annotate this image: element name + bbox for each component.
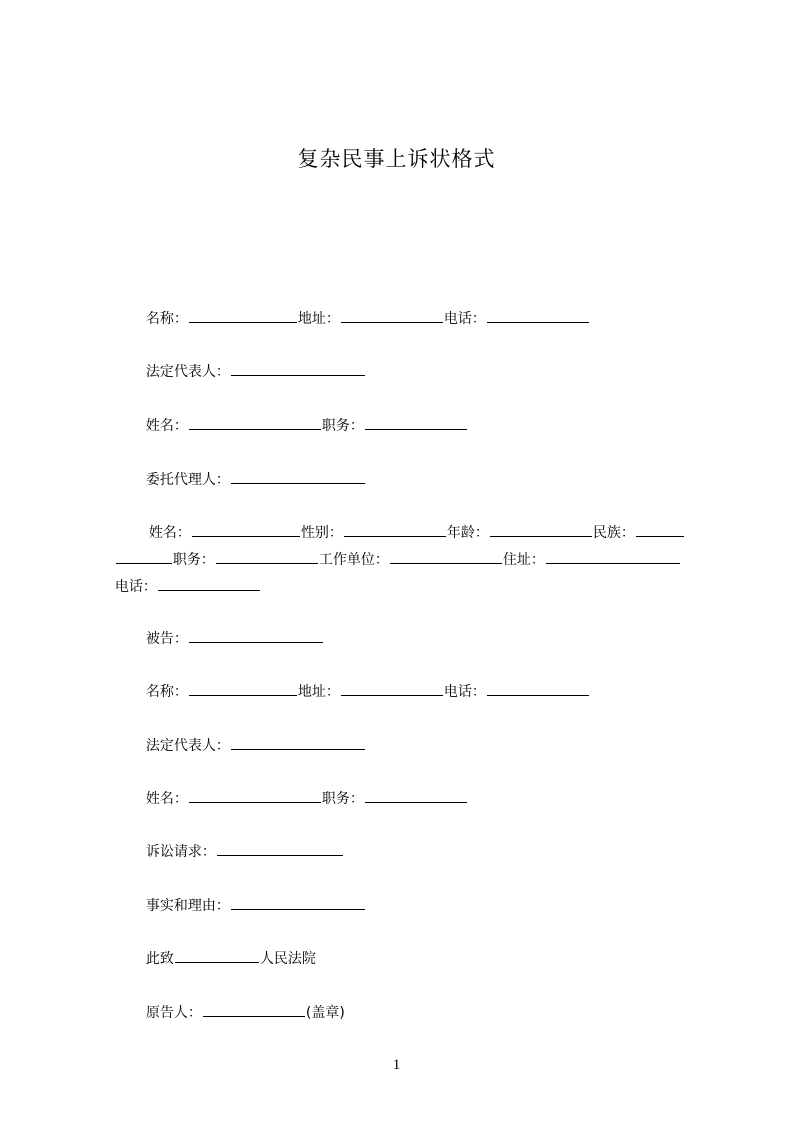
- label-court: 人民法院: [259, 951, 316, 967]
- workplace-blank[interactable]: [390, 551, 502, 564]
- label-to-prefix: 此致: [145, 951, 174, 967]
- label-person-name: 姓名：: [145, 791, 188, 807]
- plaintiff-blank[interactable]: [203, 1004, 305, 1017]
- row-person-position-2: [137, 772, 468, 808]
- court-blank[interactable]: [175, 950, 259, 963]
- defendant-name-blank[interactable]: [189, 683, 297, 696]
- defendant-position-blank[interactable]: [365, 790, 467, 803]
- row-legal-rep-1: [137, 345, 366, 381]
- legal-rep-blank[interactable]: [231, 363, 365, 376]
- position-blank[interactable]: [365, 417, 467, 430]
- label-gender: 性别：: [300, 525, 343, 541]
- defendant-person-blank[interactable]: [189, 790, 321, 803]
- label-ethnicity: 民族：: [592, 525, 635, 541]
- label-workplace: 工作单位：: [318, 552, 389, 568]
- row-agent-details-3: [106, 560, 261, 596]
- label-person-name: 姓名：: [145, 418, 188, 434]
- residence-blank[interactable]: [546, 551, 680, 564]
- agent-phone-blank[interactable]: [158, 578, 260, 591]
- person-name-blank[interactable]: [189, 417, 321, 430]
- label-legal-rep: 法定代表人：: [145, 738, 230, 754]
- facts-blank[interactable]: [231, 897, 365, 910]
- label-address: 地址：: [297, 311, 340, 327]
- row-court: [137, 932, 316, 968]
- label-person-name: 姓名：: [148, 525, 191, 541]
- defendant-legal-rep-blank[interactable]: [231, 737, 365, 750]
- row-claims: [137, 825, 344, 861]
- claims-blank[interactable]: [217, 843, 343, 856]
- label-name: 名称：: [145, 684, 188, 700]
- label-name: 名称：: [145, 311, 188, 327]
- label-position: 职务：: [321, 791, 364, 807]
- row-name-address-phone-1: [137, 292, 590, 328]
- document-title: 复杂民事上诉状格式: [297, 147, 496, 171]
- label-residence: 住址：: [502, 552, 545, 568]
- row-facts: [137, 879, 366, 915]
- agent-blank[interactable]: [231, 471, 365, 484]
- row-name-address-phone-2: [137, 665, 590, 701]
- label-defendant: 被告：: [145, 631, 188, 647]
- row-agent: [137, 453, 366, 489]
- label-seal: (盖章): [305, 1005, 345, 1021]
- label-address: 地址：: [297, 684, 340, 700]
- defendant-phone-blank[interactable]: [487, 683, 589, 696]
- label-phone: 电话：: [443, 684, 486, 700]
- page-number: 1: [392, 1057, 401, 1073]
- label-position: 职务：: [172, 552, 215, 568]
- defendant-blank[interactable]: [189, 630, 323, 643]
- label-plaintiff: 原告人：: [145, 1005, 202, 1021]
- address-blank[interactable]: [341, 310, 443, 323]
- label-claims: 诉讼请求：: [145, 844, 216, 860]
- name-blank[interactable]: [189, 310, 297, 323]
- label-legal-rep: 法定代表人：: [145, 364, 230, 380]
- row-plaintiff: [137, 986, 345, 1022]
- label-phone: 电话：: [443, 311, 486, 327]
- label-facts: 事实和理由：: [145, 898, 230, 914]
- label-agent: 委托代理人：: [145, 472, 230, 488]
- row-defendant: [137, 612, 324, 648]
- row-person-position-1: [137, 399, 468, 435]
- defendant-address-blank[interactable]: [341, 683, 443, 696]
- label-age: 年龄：: [446, 525, 489, 541]
- label-phone: 电话：: [114, 579, 157, 595]
- label-position: 职务：: [321, 418, 364, 434]
- phone-blank[interactable]: [487, 310, 589, 323]
- row-legal-rep-2: [137, 719, 366, 755]
